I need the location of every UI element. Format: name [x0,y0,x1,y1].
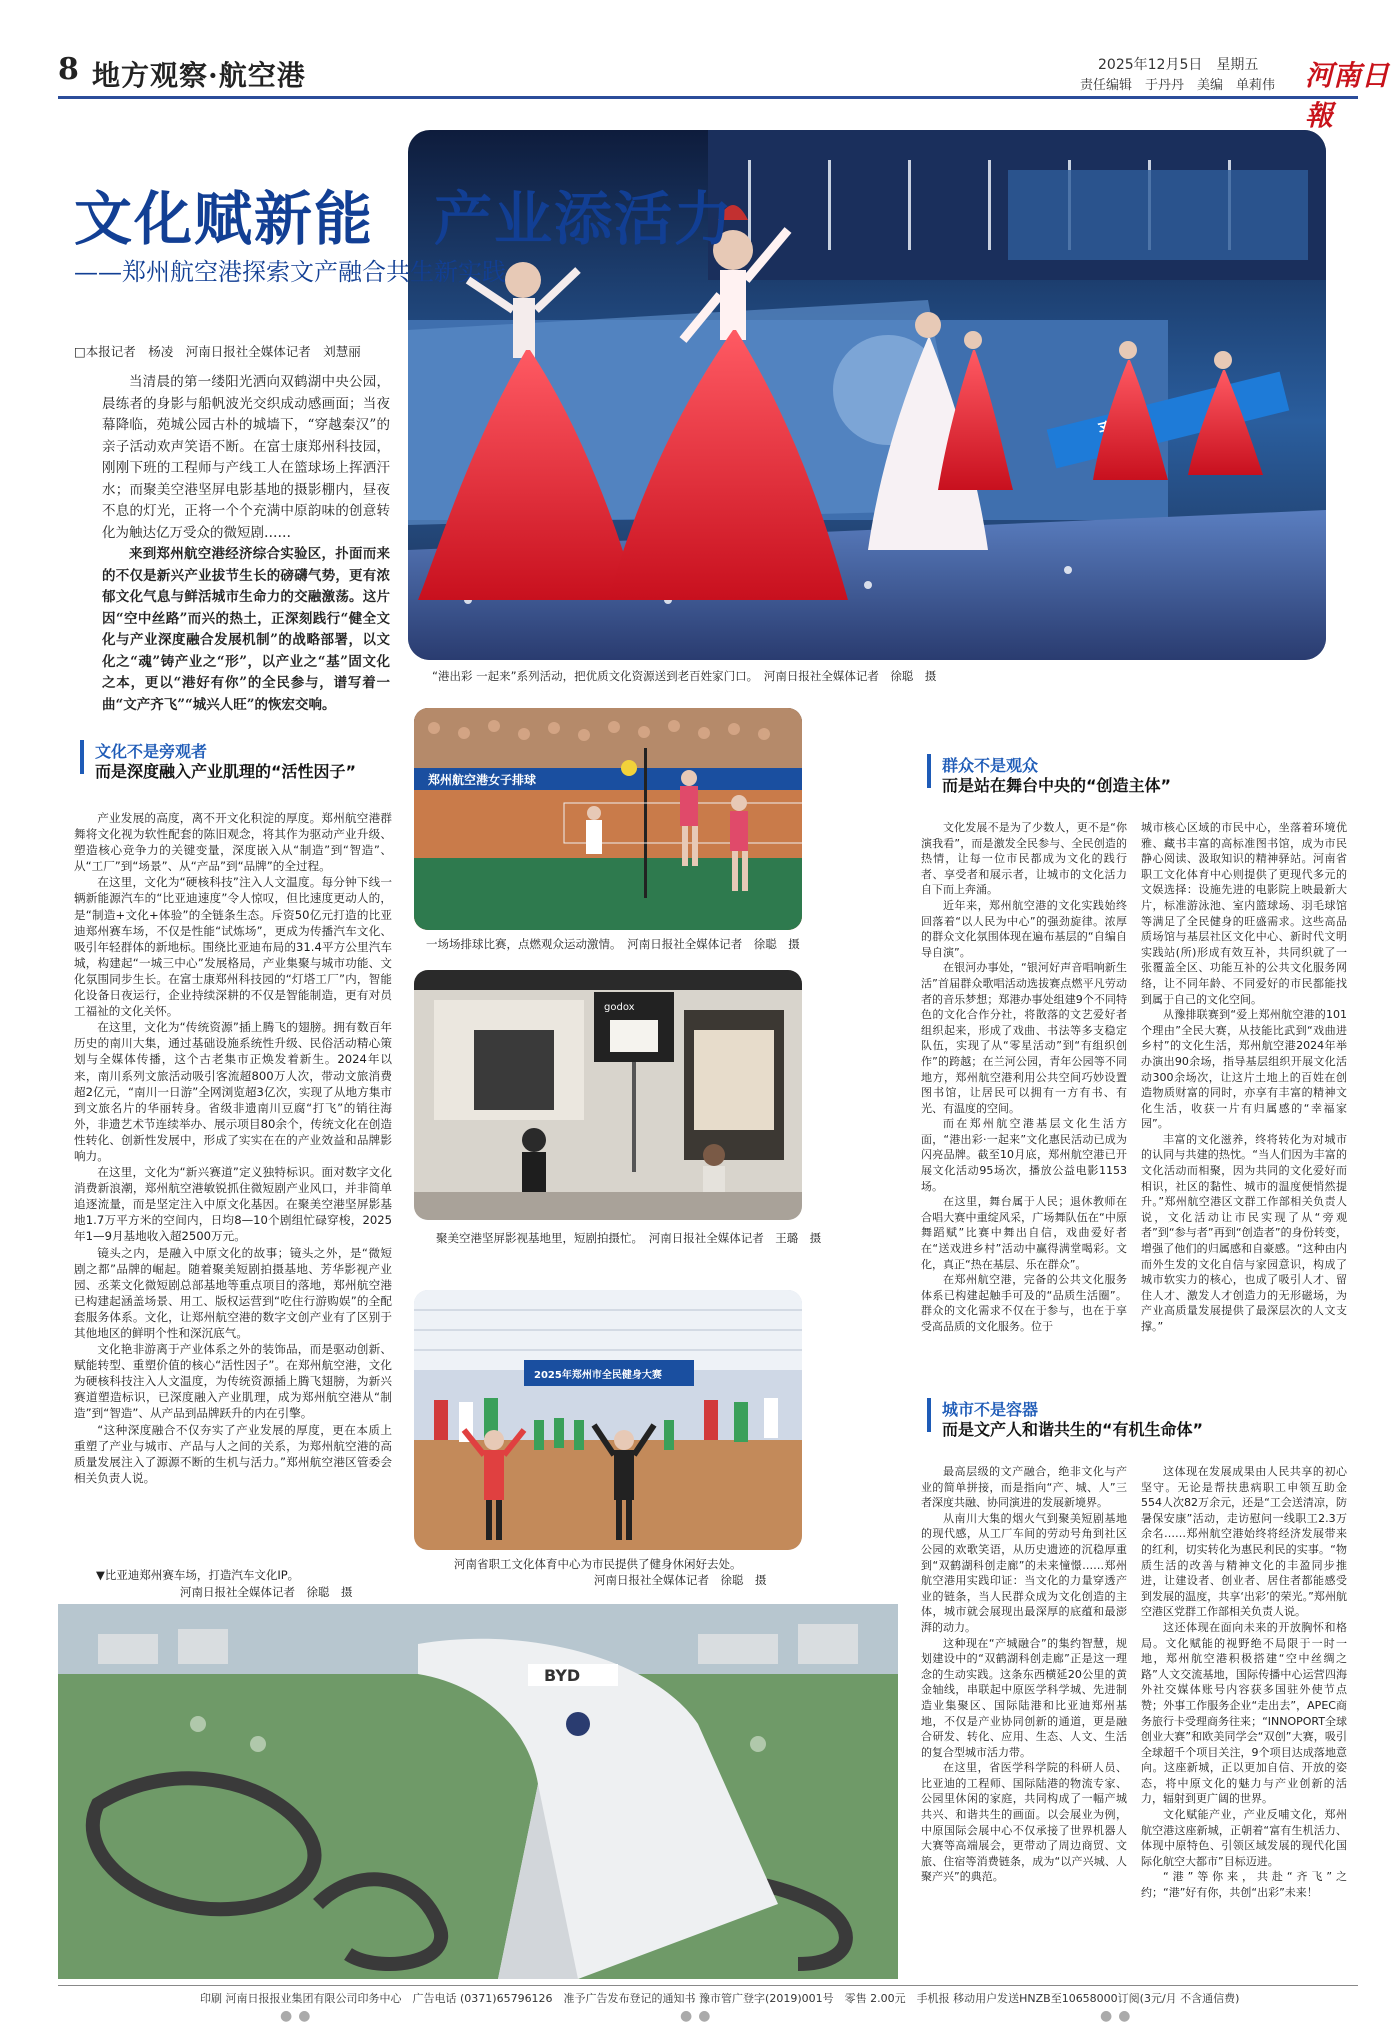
header-rule [58,96,1358,99]
section1-paragraph: “这种深度融合不仅夯实了产业发展的厚度，更在本质上重塑了产业与城市、产品与人之间的关系，为郑州航空港的高质量发展注入了源源不断的生机与活力。”郑州航空港区管委会相关负责人说。 [74,1422,392,1485]
volley-banner-text: 郑州航空港女子排球 [428,773,537,787]
page-dots-right: ●● [1100,2008,1137,2024]
lead-paragraph: 当清晨的第一缕阳光洒向双鹤湖中央公园，晨练者的身影与船帆波光交织成动感画面；当夜幕降临，苑城公园古朴的城墙下，“穿越秦汉”的亲子活动欢声笑语不断。在富士康郑州科技园，刚刚下班的工程师与产线工人在篮球场上挥洒汗水；而聚美空港坚屏电影基地的摄影棚内，昼夜不息的灯光，正将一个个充满中原韵味的创意转化为触达亿万受众的微短剧…… [102,374,390,541]
race-track-photo-art [58,1604,898,1979]
section3-paragraph: 这还体现在面向未来的开放胸怀和格局。文化赋能的视野绝不局限于一时一地，郑州航空港积极搭建“空中丝绸之路”人文交流基地，国际传播中心运营四海外社交媒体账号内容获多国驻外使节点赞；外事工作服务企业“走出去”，APEC商务旅行卡受理商务往来；“INNOPORT全球创业大赛”和欧美同学会“双创”大赛，吸引全球超千个项目关注，9个项目达成落地意向。这座新城，正以更加自信、开放的姿态，将中原文化的魅力与产业创新的活力，辐射到更广阔的世界。 [1141,1620,1347,1806]
footer-imprint: 印刷 河南日报报业集团有限公司印务中心 广告电话 (0371)65796126 准予广告发布登记的通知书 豫市管广登字(2019)001号 零售 2.00元 手机报 移动用户发送HNZB至10658000订阅(3元/月 不含通信费) [200,1992,1240,2005]
section1-accent-bar [80,740,84,774]
page-dots-center: ●● [680,2008,717,2024]
byline: □本报记者 杨凌 河南日报社全媒体记者 刘慧丽 [74,344,361,359]
dance-banner-text: 2025年郑州市全民健身大赛 [534,1370,662,1381]
editors-line: 责任编辑 于丹丹 美编 单莉伟 [1080,78,1276,93]
section2-paragraph: 丰富的文化滋养，终将转化为对城市的认同与共建的热忱。“当人们因为丰富的文化活动而相聚，因为共同的文化爱好而相识，社区的黏性、城市的温度便悄然提升。”郑州航空港区文群工作部相关负责人说，文化活动让市民实现了从“旁观者”到“参与者”再到“创造者”的身份转变，增强了他们的归属感和自豪感。“这种由内而外生发的文化自信与家园意识，构成了城市软实力的核心，也成了吸引人才、留住人才、激发人才创造力的无形磁场，为产业高质量发展提供了最深层次的人文支撑。” [1141,1132,1347,1333]
section2-paragraph: 在这里，舞台属于人民；退休教师在合唱大赛中重绽风采，广场舞队伍在“中原舞蹈赋”比赛中舞出自信，戏曲爱好者在“送戏进乡村”活动中赢得满堂喝彩。文化，真正“热在基层、乐在群众”。 [921,1195,1127,1271]
dance-caption-line1: 河南省职工文化体育中心为市民提供了健身休闲好去处。 [454,1557,742,1571]
section2-paragraph: 近年来，郑州航空港的文化实践始终回落着“以人民为中心”的强劲旋律。浓厚的群众文化氛围体现在遍布基层的“自编自导自演”。 [921,898,1127,959]
section-title: 地方观察·航空港 [92,59,306,92]
section1-subheading: 而是深度融入产业肌理的“活性因子” [95,762,357,781]
masthead-logo: 河南日報 [1305,59,1390,132]
section3-paragraph: 从南川大集的烟火气到聚美短剧基地的现代感，从工厂车间的劳动号角到社区公园的欢歌笑语，从历史遗迹的沉稳厚重到“双鹤湖科创走廊”的未来憧憬……郑州航空港用实践印证：当文化的力量穿透产业的链条，当人民群众成为文化创造的主体，城市就会展现出最深厚的底蕴和最澎湃的动力。 [921,1511,1127,1634]
volleyball-photo-art [414,708,802,930]
section3-paragraph: 这体现在发展成果由人民共享的初心坚守。无论是帮扶患病职工申领互助金554人次82万余元，还是“工会送清凉，防暑保安康”活动，走访慰问一线职工2.3万余名……郑州航空港始终将经济发展带来的红利，切实转化为惠民利民的实事。“物质生活的改善与精神文化的丰盈同步推进，让建设者、创业者、居住者都能感受到发展的温度，共享‘出彩’的荣光。”郑州航空港区党群工作部相关负责人说。 [1141,1465,1347,1619]
section1-paragraph: 镜头之内，是融入中原文化的故事；镜头之外，是“微短剧之都”品牌的崛起。随着聚美短剧拍摄基地、芳华影视产业园、丞莱文化微短剧总部基地等重点项目的落地，郑州航空港已构建起涵盖场景、用工、版权运营到“吃住行游购娱”的全配套服务体系。文化，让郑州航空港的数字文创产业有了区别于其他地区的鲜明个性和深沉底气。 [74,1245,392,1340]
section3-paragraph: 文化赋能产业，产业反哺文化，郑州航空港这座新城，正朝着“富有生机活力、体现中原特色、引领区域发展的现代化国际化航空大都市”目标迈进。 [1141,1808,1347,1868]
section2-paragraph: 在银河办事处，“银河好声音唱响新生活”首届群众歌唱活动选拔赛点燃平凡劳动者的音乐梦想；郑港办事处组建9个不同特色的文化合作分社，将散落的文艺爱好者组织起来，形成了戏曲、书法等多支稳定队伍，实现了从“零星活动”到“有组织创作”的跨越；在兰河公园，青年公园等不同地方，郑州航空港利用公共空间巧妙设置图书馆，让居民可以拥有一方有书、有光、有温度的空间。 [921,961,1127,1115]
main-subheadline: ——郑州航空港探索文产融合共生新实践 [74,258,506,286]
section3-paragraph: “港”等你来，共赴“齐飞”之约；“港”好有你，共创“出彩”未来！ [1141,1870,1347,1900]
section3-paragraph: 这种现在“产城融合”的集约智慧，规划建设中的“双鹤湖科创走廊”正是这一理念的生动实践。这条东西横延20公里的黄金轴线，串联起中原医学科学城、先进制造业集聚区、国际陆港和比亚迪郑州基地，不仅是产业协同创新的通道，更是融合研发、转化、应用、生态、人文、生活的复合型城市活力带。 [921,1636,1127,1759]
section1-heading: 文化不是旁观者 [95,742,208,761]
studio-photo-art [414,970,802,1220]
volleyball-photo [414,708,802,930]
section1-paragraph: 在这里，文化为“传统资源”插上腾飞的翅膀。拥有数百年历史的南川大集，通过基础设施系统性升级、民俗活动精心策划与全媒体传播，这个古老集市正焕发着新生。2024年以来，南川系列文旅活动吸引客流超800万人次，带动文旅消费超2亿元，“南川一日游”全网浏览超3亿次，实现了从地方集市到文旅名片的华丽转身。省级非遗南川豆腐“打飞”的销往海外，非遗艺术节连续举办、展示项目80余个，传统文化在创造性转化、创新性发展中，形成了实实在在的产业效益和品牌影响力。 [74,1020,392,1163]
section2-paragraph: 文化发展不是为了少数人，更不是“你演我看”，而是激发全民参与、全民创造的热情，让每一位市民都成为文化的践行者、享受者和展示者，让城市的文化活力自下而上奔涌。 [921,821,1127,897]
section2-col-b [1141,820,1347,1335]
section3-paragraph: 最高层级的文产融合，绝非文化与产业的简单拼接，而是指向“产、城、人”三者深度共融、协同演进的发展新境界。 [921,1465,1127,1510]
section2-heading: 群众不是观众 [942,756,1039,775]
section2-paragraph: 城市核心区域的市民中心，坐落着环境优雅、藏书丰富的高标准图书馆，成为市民静心阅读、汲取知识的精神驿站。河南省职工文化体育中心则提供了更现代多元的文娱选择：设施先进的电影院上映最新大片，标准游泳池、室内篮球场、羽毛球馆等满足了全民健身的旺盛需求。这些高品质场馆与基层社区文化中心、新时代文明实践站(所)形成有效互补，共同织就了一张覆盖全区、功能互补的公共文化服务网络，让不同年龄、不同爱好的市民都能找到属于自己的文化空间。 [1141,821,1347,1006]
footer-rule [58,1985,1358,1986]
section2-subheading: 而是站在舞台中央的“创造主体” [942,776,1172,795]
lead-text [102,372,390,716]
section2-paragraph: 从豫排联赛到“爱上郑州航空港的101个理由”全民大赛，从技能比武到“戏曲进乡村”的文化生活，郑州航空港2024年举办演出90余场，指导基层组织开展文化活动300余场次，让这片土地上的百姓在创造物质财富的同时，亦享有丰富的精神文化生活，收获一片有归属感的“幸福家园”。 [1141,1008,1347,1131]
section2-paragraph: 而在郑州航空港基层文化生活方面，“港出彩·一起来”文化惠民活动已成为闪亮品牌。截至10月底，郑州航空港已开展文化活动95场次，播放公益电影1153场。 [921,1117,1127,1193]
section2-col-a [921,820,1127,1335]
track-logo-text: BYD [544,1666,581,1685]
studio-sign-text: godox [604,1002,635,1013]
main-headline: 文化赋新能 产业添活力 [74,185,735,253]
section3-accent-bar [927,1398,931,1432]
dance-photo-art [414,1290,802,1550]
section3-subheading: 而是文产人和谐共生的“有机生命体” [942,1420,1204,1439]
page-dots-left: ●● [280,2008,317,2024]
section1-body [74,810,392,1486]
section3-col-a [921,1464,1127,1885]
track-caption-line2: 河南日报社全媒体记者 徐聪 摄 [180,1585,353,1599]
volleyball-caption: 一场场排球比赛，点燃观众运动激情。 河南日报社全媒体记者 徐聪 摄 [426,937,800,951]
dance-caption-line2: 河南日报社全媒体记者 徐聪 摄 [594,1573,767,1587]
studio-caption: 聚美空港坚屏影视基地里，短剧拍摄忙。 河南日报社全媒体记者 王璐 摄 [436,1231,822,1245]
section1-paragraph: 在这里，文化为“新兴赛道”定义独特标识。面对数字文化消费新浪潮，郑州航空港敏锐抓住微短剧产业风口，并非简单追逐流量，而是坚定注入中原文化基因。在聚美空港坚屏影基地1.7万平方米的空间内，日均8—10个剧组忙碌穿梭，2025年1—9月基地收入超2500万元。 [74,1165,392,1244]
dance-photo [414,1290,802,1550]
section2-accent-bar [927,754,931,788]
page-number: 8 [58,52,79,87]
race-track-photo [58,1604,898,1979]
studio-photo [414,970,802,1220]
section3-col-b [1141,1464,1347,1901]
lead-paragraph: 来到郑州航空港经济综合实验区，扑面而来的不仅是新兴产业拔节生长的磅礴气势，更有浓郁文化气息与鲜活城市生命力的交融激荡。这片因“空中丝路”而兴的热土，正深刻践行“健全文化与产业深度融合发展机制”的战略部署，以文化之“魂”铸产业之“形”，以产业之“基”固文化之本，更以“港好有你”的全民参与，谱写着一曲“文产齐飞”“城兴人旺”的恢宏交响。 [102,546,390,713]
section1-paragraph: 在这里，文化为“硬核科技”注入人文温度。每分钟下线一辆新能源汽车的“比亚迪速度”令人惊叹，但比速度更动人的，是“制造+文化+体验”的全链条生态。斥资50亿元打造的比亚迪郑州赛车场，不仅是性能“试炼场”，更成为传播汽车文化、吸引年轻群体的新地标。围绕比亚迪布局的31.4平方公里汽车城，构建起“一城三中心”发展格局，产业集聚与城市功能、文化氛围同步生长。在富士康郑州科技园的“灯塔工厂”内，智能化设备日夜运行，企业持续深耕的不仅是智能制造，更有对员工福祉的文化关怀。 [74,875,392,1019]
section1-paragraph: 文化艳非游离于产业体系之外的装饰品，而是驱动创新、赋能转型、重塑价值的核心“活性因子”。在郑州航空港，文化为硬核科技注入人文温度，为传统资源插上腾飞翅膀，为新兴赛道塑造标识，已深度融入产业肌理，成为郑州航空港从“制造”到“智造”、从产品到品牌跃升的内在引擎。 [74,1342,392,1421]
section2-paragraph: 在郑州航空港，完备的公共文化服务体系已构建起触手可及的“品质生活圈”。群众的文化需求不仅在于参与，也在于享受高品质的文化服务。位于 [921,1273,1127,1333]
hero-photo-caption: “港出彩 一起来”系列活动，把优质文化资源送到老百姓家门口。 河南日报社全媒体记者 徐聪 摄 [432,669,937,683]
section3-heading: 城市不是容器 [942,1400,1039,1419]
issue-date: 2025年12月5日 星期五 [1098,57,1259,73]
section1-paragraph: 产业发展的高度，离不开文化积淀的厚度。郑州航空港群舞将文化视为软性配套的陈旧观念，将其作为驱动产业升级、塑造核心竞争力的关键变量，深度嵌入从“制造”到“智造”、从“工厂”到“场景”、从“产品”到“品牌”的全过程。 [74,811,392,874]
track-caption-line1: ▼比亚迪郑州赛车场，打造汽车文化IP。 [96,1568,300,1582]
section3-paragraph: 在这里，省医学科学院的科研人员、比亚迪的工程师、国际陆港的物流专家、公园里休闲的家庭，共同构成了一幅产城共兴、和谐共生的画面。以会展业为例，中原国际会展中心不仅承接了世界机器人大赛等高端展会，更带动了周边商贸、文旅、住宿等消费链条，成为“以产兴城、人聚产兴”的典范。 [921,1761,1127,1884]
